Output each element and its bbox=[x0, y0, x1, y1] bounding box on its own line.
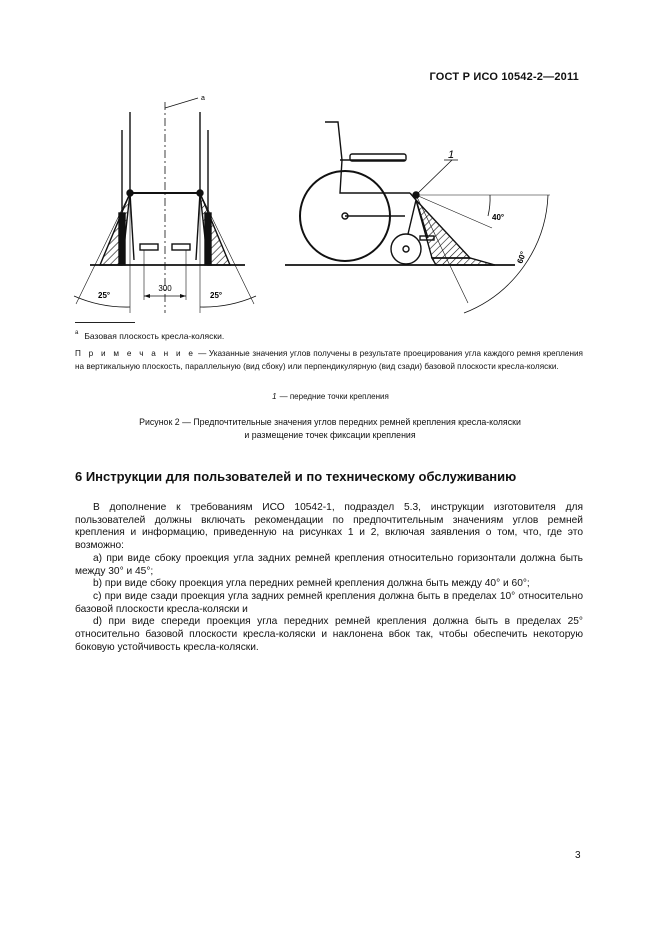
footnote-marker: a bbox=[75, 330, 79, 336]
dimension-300-label: 300 bbox=[158, 284, 172, 293]
body-intro: В дополнение к требованиям ИСО 10542-1, подраздел 5.3, инструкции изготовителя для пользователей должны включать рекомендации по предпочтительным значениям углов ремней крепления и информацию, приведенную на рисунках 1 и 2, включая заявления о том, что, где это возможно: bbox=[75, 502, 583, 552]
figure-legend bbox=[0, 392, 661, 401]
angle-60-label: 60° bbox=[515, 250, 529, 265]
document-header: ГОСТ Р ИСО 10542-2—2011 bbox=[429, 71, 579, 83]
angle-left-label: 25° bbox=[98, 291, 111, 300]
legend-number: 1 bbox=[272, 392, 277, 401]
section-heading: 6 Инструкции для пользователей и по техническому обслуживанию bbox=[75, 469, 517, 484]
footnote bbox=[75, 330, 224, 341]
figure-2-drawing bbox=[60, 88, 600, 328]
note-label: П р и м е ч а н и е bbox=[75, 349, 196, 358]
side-view bbox=[285, 122, 550, 313]
footnote-text: Базовая плоскость кресла-коляски. bbox=[84, 331, 225, 341]
page-number: 3 bbox=[575, 850, 581, 861]
legend-text: — передние точки крепления bbox=[279, 392, 389, 401]
section-body bbox=[75, 502, 583, 654]
figure-caption bbox=[60, 416, 600, 441]
angle-40-label: 40° bbox=[492, 213, 505, 222]
note-text: — Указанные значения углов получены в результате проецирования угла каждого ремня крепления на вертикальную плоскость, параллельную (вид сбоку) или перпендикулярную (вид сзади) базовой плоскости кресла-коляски. bbox=[75, 349, 583, 371]
list-item-d: d) при виде спереди проекция угла передних ремней крепления должна быть в пределах 25° относительно базовой плоскости кресла-коляски и наклонена вбок так, чтобы обеспечить некоторую боковую устойчивость кресла-коляски. bbox=[75, 616, 583, 653]
list-item-a: a) при виде сбоку проекция угла задних ремней крепления относительно горизонтали должна быть между 30° и 45°; bbox=[75, 552, 583, 577]
reference-plane-label: a bbox=[201, 95, 205, 102]
caption-line-2: и размещение точек фиксации крепления bbox=[244, 429, 416, 440]
figure-note bbox=[75, 348, 583, 373]
angle-right-label: 25° bbox=[210, 291, 223, 300]
caption-line-1: Рисунок 2 — Предпочтительные значения углов передних ремней крепления кресла-коляски bbox=[139, 417, 521, 427]
front-view bbox=[74, 98, 256, 313]
list-item-c: c) при виде сзади проекция угла задних ремней крепления должна быть в пределах 10° относительно базовой плоскости кресла-коляски и bbox=[75, 590, 583, 615]
footnote-rule bbox=[75, 322, 135, 323]
list-item-b: b) при виде сбоку проекция угла передних ремней крепления должна быть между 40° и 60°; bbox=[93, 578, 530, 590]
point-1-label: 1 bbox=[448, 149, 455, 161]
